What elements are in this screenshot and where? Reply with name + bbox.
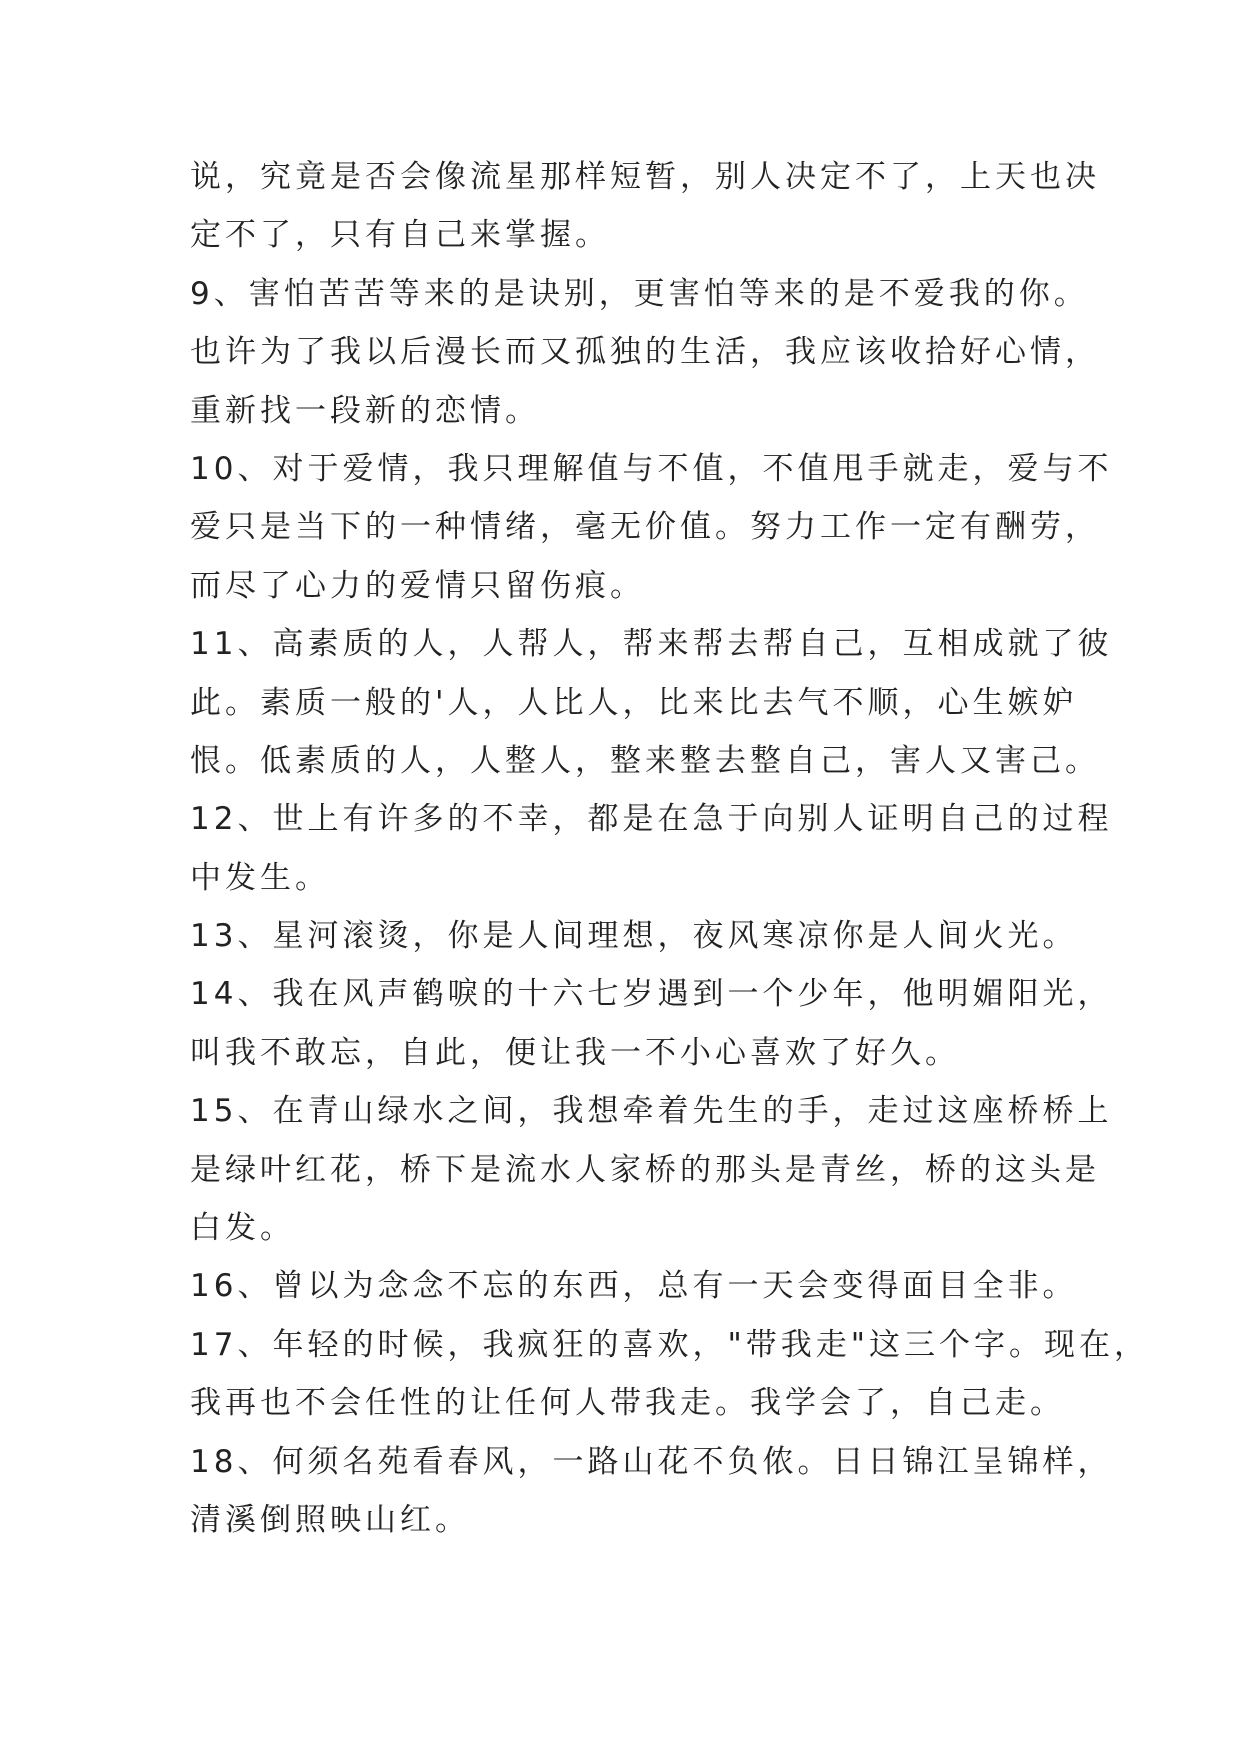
text-line: 是绿叶红花，桥下是流水人家桥的那头是青丝，桥的这头是 (190, 1151, 1100, 1188)
text-line: 14、我在风声鹤唳的十六七岁遇到一个少年，他明媚阳光， (190, 976, 1113, 1013)
text-line: 白发。 (190, 1210, 295, 1247)
text-line: 也许为了我以后漫长而又孤独的生活，我应该收拾好心情， (190, 334, 1100, 371)
text-line: 10、对于爱情，我只理解值与不值，不值甩手就走，爱与不 (190, 450, 1113, 487)
text-line: 12、世上有许多的不幸，都是在急于向别人证明自己的过程 (190, 801, 1113, 838)
text-line: 而尽了心力的爱情只留伤痕。 (190, 567, 645, 604)
text-line: 此。素质一般的'人，人比人，比来比去气不顺，心生嫉妒 (190, 684, 1078, 721)
text-line: 15、在青山绿水之间，我想牵着先生的手，走过这座桥桥上 (190, 1093, 1113, 1130)
text-line: 叫我不敢忘，自此，便让我一不小心喜欢了好久。 (190, 1034, 960, 1071)
text-line: 11、高素质的人，人帮人，帮来帮去帮自己，互相成就了彼 (190, 626, 1113, 663)
document-page (190, 148, 1149, 1549)
text-line: 清溪倒照映山红。 (190, 1501, 470, 1538)
text-line: 17、年轻的时候，我疯狂的喜欢，"带我走"这三个字。现在， (190, 1326, 1149, 1363)
text-line: 重新找一段新的恋情。 (190, 392, 540, 429)
text-line: 我再也不会任性的让任何人带我走。我学会了，自己走。 (190, 1385, 1065, 1422)
text-line: 16、曾以为念念不忘的东西，总有一天会变得面目全非。 (190, 1268, 1078, 1305)
text-line: 说，究竟是否会像流星那样短暂，别人决定不了，上天也决 (190, 159, 1100, 195)
text-line: 9、害怕苦苦等来的是诀别，更害怕等来的是不爱我的你。 (190, 275, 1089, 312)
text-line: 18、何须名苑看春风，一路山花不负侬。日日锦江呈锦样， (190, 1443, 1113, 1480)
text-line: 13、星河滚烫，你是人间理想，夜风寒凉你是人间火光。 (190, 918, 1078, 955)
text-line: 中发生。 (190, 859, 330, 896)
text-line: 爱只是当下的一种情绪，毫无价值。努力工作一定有酬劳， (190, 509, 1100, 546)
text-line: 恨。低素质的人，人整人，整来整去整自己，害人又害己。 (190, 742, 1100, 779)
text-line: 定不了，只有自己来掌握。 (190, 217, 610, 254)
